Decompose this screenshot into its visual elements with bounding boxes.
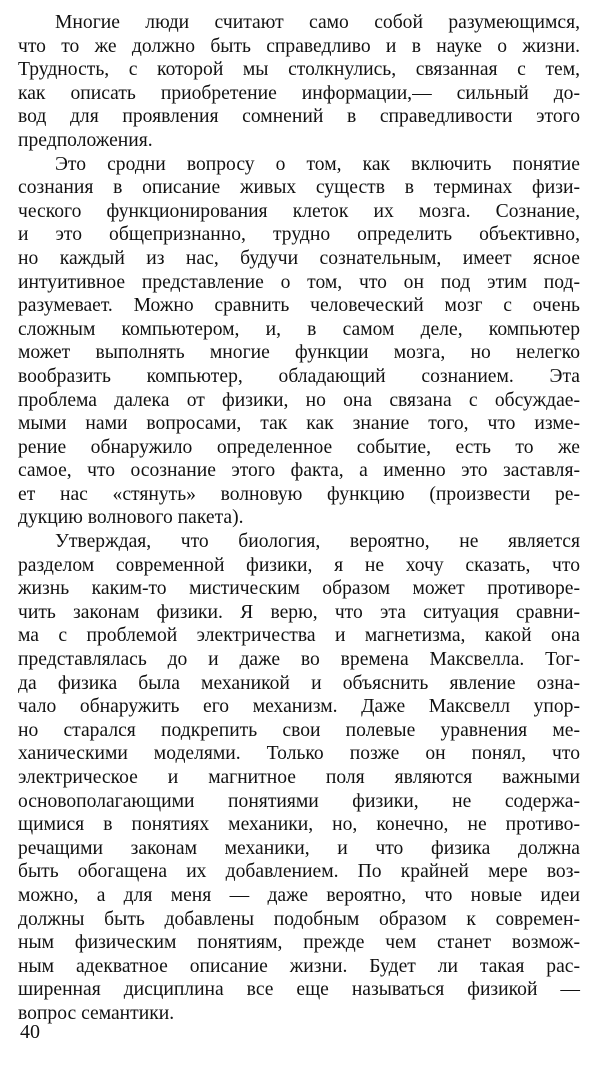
text-line: как описать приобретение информации,— сильный до- — [18, 82, 580, 104]
text-line: рение обнаружило определенное событие, есть то же — [18, 436, 580, 458]
text-line: ным физическим понятиям, прежде чем станет возмож- — [18, 932, 580, 954]
paragraph — [18, 530, 580, 1025]
text-line: дукцию волнового пакета). — [18, 507, 244, 529]
text-line: Утверждая, что биология, вероятно, не является — [55, 531, 580, 553]
paragraph — [18, 153, 580, 531]
text-line: чить законам физики. Я верю, что эта ситуация сравни- — [18, 601, 580, 623]
text-line: сложным компьютером, и, в самом деле, компьютер — [18, 318, 580, 340]
text-line: основополагающими понятиями физики, не содержа- — [18, 790, 580, 812]
page-number: 40 — [20, 1021, 40, 1043]
text-line: электрическое и магнитное поля являются важными — [18, 767, 580, 788]
text-line: разделом современной физики, я не хочу сказать, что — [18, 554, 580, 576]
text-line: сознания в описание живых существ в терминах физи- — [18, 177, 580, 199]
text-line: но старался подкрепить свои полевые уравнения ме- — [18, 719, 580, 741]
text-line: речащими законам механики, и что физика должна — [18, 837, 580, 859]
text-line: Это сродни вопросу о том, как включить понятие — [55, 153, 580, 175]
text-line: ханическими моделями. Только позже он понял, что — [18, 743, 580, 765]
text-line: Многие люди считают само собой разумеющимся, — [55, 12, 580, 33]
text-line: ма с проблемой электричества и магнетизма, какой она — [18, 625, 580, 647]
body-text — [18, 11, 580, 1026]
text-line: жизнь каким-то мистическим образом может противоре- — [18, 578, 580, 600]
text-line: ет нас «стянуть» волновую функцию (произвести ре- — [18, 483, 580, 505]
text-line: Трудность, с которой мы столкнулись, связанная с тем, — [18, 59, 580, 81]
text-line: может выполнять многие функции мозга, но нелегко — [18, 342, 580, 364]
text-line: быть обогащена их добавлением. По крайней мере воз- — [18, 861, 580, 883]
text-line: да физика была механикой и объяснить явление озна- — [18, 672, 580, 694]
text-line: вод для проявления сомнений в справедливости этого — [18, 106, 580, 128]
text-line: разумевает. Можно сравнить человеческий мозг с очень — [18, 295, 580, 317]
text-line: можно, а для меня — даже вероятно, что новые идеи — [18, 884, 580, 906]
text-line: ным адекватное описание жизни. Будет ли такая рас- — [18, 955, 580, 977]
text-line: ческого функционирования клеток их мозга. Сознание, — [18, 200, 580, 222]
text-line: самое, что осознание этого факта, а именно это заставля- — [18, 460, 580, 482]
paragraph — [18, 11, 580, 153]
text-line: но каждый из нас, будучи сознательным, имеет ясное — [18, 247, 580, 269]
text-line: мыми нами вопросами, так как знание того, что изме- — [18, 413, 580, 435]
text-line: проблема далека от физики, но она связана с обсуждае- — [18, 389, 580, 411]
text-line: щимися в понятиях механики, но, конечно, не противо- — [18, 814, 580, 836]
text-line: представлялась до и даже во времена Максвелла. Тог- — [18, 649, 580, 671]
text-line: интуитивное представление о том, что он под этим под- — [18, 271, 580, 293]
text-line: предположения. — [18, 129, 153, 151]
text-line: и это общепризнанно, трудно определить объективно, — [18, 224, 580, 246]
text-line: должны быть добавлены подобным образом к современ- — [18, 908, 580, 930]
text-line: вообразить компьютер, обладающий сознанием. Эта — [18, 365, 580, 387]
text-line: ширенная дисциплина все еще называться физикой — — [18, 979, 580, 1001]
text-line: чало обнаружить его механизм. Даже Максвелл упор- — [18, 696, 580, 718]
text-line: что то же должно быть справедливо и в науке о жизни. — [18, 35, 580, 57]
text-line: вопрос семантики. — [18, 1002, 175, 1024]
